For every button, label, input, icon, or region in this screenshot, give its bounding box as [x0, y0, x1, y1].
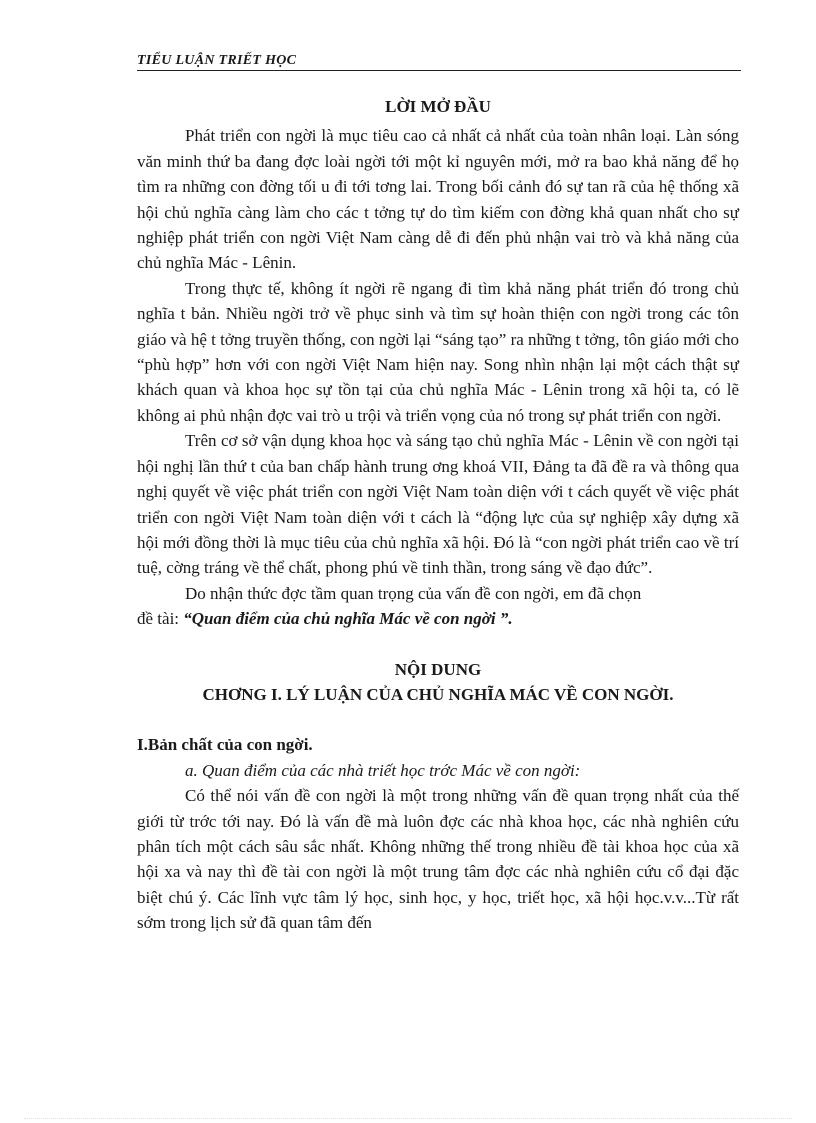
running-header — [137, 52, 741, 71]
topic-prefix: đề tài: — [137, 609, 184, 629]
subheading: I.Bản chất của con ngời. — [137, 735, 313, 755]
intro-title: LỜI MỞ ĐẦU — [385, 97, 491, 116]
page-bottom-divider — [24, 1118, 792, 1119]
section-title: NỘI DUNG — [394, 659, 482, 679]
subsubheading: a. Quan điểm của các nhà triết học trớc Mác về con ngời: — [185, 760, 581, 780]
intro-paragraph-1: Phát triển con ngời là mục tiêu cao cả nhất cả nhất của toàn nhân loại. Làn sóng văn minh thứ ba đang đợc loài ngời tới một kỉ nguyên mới, mở ra bao khả năng để họ tìm ra những con đờng tối u đi tới tơng lai. Trong bối cảnh đó sự tan rã của hệ thống xã hội chủ nghĩa càng làm cho các t tởng tự do tìm kiếm con đờng khả quan nhất cho sự nghiệp phát triển con ngời Việt Nam càng dễ đi đến phủ nhận vai trò và khả năng của chủ nghĩa Mác - Lênin. — [137, 126, 739, 273]
intro-paragraph-4: Do nhận thức đợc tầm quan trọng của vấn đề con ngời, em đã chọn — [185, 583, 642, 603]
intro-paragraph-3: Trên cơ sở vận dụng khoa học và sáng tạo chủ nghĩa Mác - Lênin về con ngời tại hội nghị lần thứ t của ban chấp hành trung ơng khoá VII, Đảng ta đã đề ra và thông qua nghị quyết về việc phát triển con ngời Việt Nam toàn diện với t cách quyết về việc phát triển con ngời Việt Nam toàn diện với t cách là “động lực của sự nghiệp xây dựng xã hội mới đồng thời là mục tiêu của chủ nghĩa xã hội. Đó là “con ngời phát triển cao về trí tuệ, cờng tráng về thể chất, phong phú về tinh thần, trong sáng về đạo đức”. — [137, 431, 739, 578]
document-content — [137, 94, 739, 936]
chapter-title: CHƠNG I. LÝ LUẬN CỦA CHỦ NGHĨA MÁC VỀ CON NGỜI. — [202, 684, 674, 704]
body-paragraph: Có thể nói vấn đề con ngời là một trong những vấn đề quan trọng nhất của thế giới từ trớc tới nay. Đó là vấn đề mà luôn đợc các nhà khoa học, các nhà nghiên cứu phân tích một cách sâu sắc nhất. Không những thế trong nhiều đề tài khoa học của xã hội xa và nay thì đề tài con ngời là một trung tâm đợc các nhà nghiên cứu cổ đại đặc biệt chú ý. Các lĩnh vực tâm lý học, sinh học, y học, triết học, xã hội học.v.v...Từ rất sớm trong lịch sử đã quan tâm đến — [137, 786, 739, 933]
topic-line — [137, 606, 739, 631]
intro-paragraph-2: Trong thực tế, không ít ngời rẽ ngang đi tìm khả năng phát triển đó trong chủ nghĩa t bản. Nhiều ngời trở về phục sinh và tìm sự hoàn thiện con ngời trong các tôn giáo và hệ t tởng truyền thống, con ngời lại “sáng tạo” ra những t tởng, tôn giáo mới cho “phù hợp” hơn với con ngời Việt Nam hiện nay. Song nhìn nhận lại một cách thật sự khách quan và khoa học sự tồn tại của chủ nghĩa Mác - Lênin trong xã hội ta, có lẽ không ai phủ nhận đợc vai trò u trội và triển vọng của nó trong sự phát triển con ngời. — [137, 278, 739, 425]
header-title: TIỂU LUẬN TRIẾT HỌC — [137, 53, 297, 68]
topic-title: “Quan điểm của chủ nghĩa Mác về con ngời ”. — [183, 609, 513, 629]
